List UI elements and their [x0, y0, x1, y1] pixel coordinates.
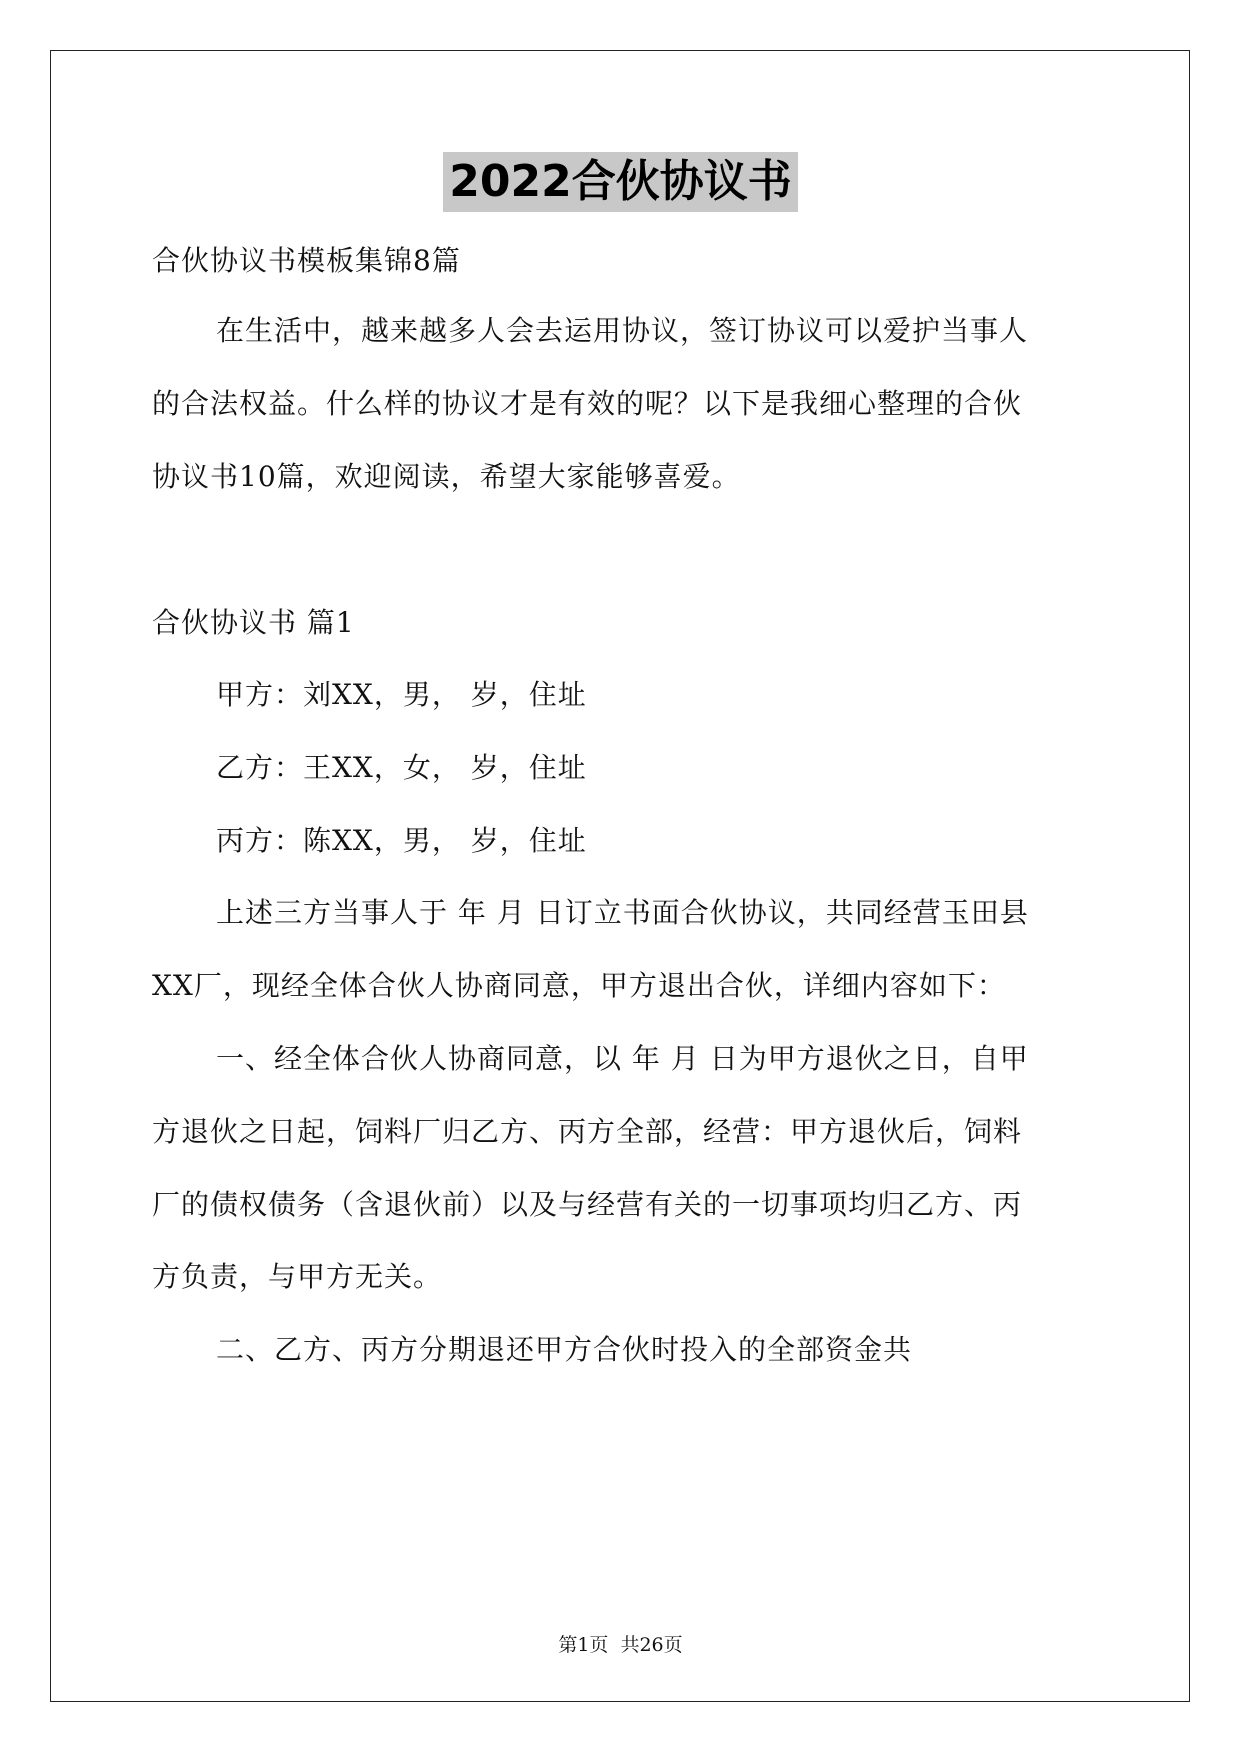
- total-pages: 共26页: [620, 1634, 683, 1656]
- body-line-1: 上述三方当事人于 年 月 日订立书面合伙协议，共同经营玉田县: [216, 896, 1029, 929]
- page-border: [50, 50, 1190, 1702]
- section-heading: 合伙协议书 篇1: [152, 606, 355, 639]
- document-subtitle: 合伙协议书模板集锦8篇: [152, 244, 461, 277]
- body-line-7: 二、乙方、丙方分期退还甲方合伙时投入的全部资金共: [216, 1333, 913, 1366]
- intro-line-1: 在生活中，越来越多人会去运用协议，签订协议可以爱护当事人: [216, 314, 1029, 347]
- document-title: 2022合伙协议书: [443, 152, 797, 212]
- intro-line-2: 的合法权益。什么样的协议才是有效的呢？以下是我细心整理的合伙: [152, 387, 1023, 420]
- body-line-3: 一、经全体合伙人协商同意，以 年 月 日为甲方退伙之日，自甲: [216, 1042, 1029, 1075]
- page-number: 第1页: [558, 1634, 609, 1656]
- body-line-5: 厂的债权债务（含退伙前）以及与经营有关的一切事项均归乙方、丙: [152, 1188, 1023, 1221]
- title-wrap: [0, 152, 1241, 212]
- body-line-4: 方退伙之日起，饲料厂归乙方、丙方全部，经营：甲方退伙后，饲料: [152, 1115, 1023, 1148]
- party-c: 丙方：陈XX，男， 岁，住址: [216, 824, 587, 857]
- page-footer: [0, 1632, 1241, 1658]
- party-a: 甲方：刘XX，男， 岁，住址: [216, 678, 587, 711]
- party-b: 乙方：王XX，女， 岁，住址: [216, 751, 587, 784]
- intro-line-3: 协议书10篇，欢迎阅读，希望大家能够喜爱。: [152, 460, 741, 493]
- body-line-2: XX厂，现经全体合伙人协商同意，甲方退出合伙，详细内容如下：: [152, 969, 1006, 1002]
- body-line-6: 方负责，与甲方无关。: [152, 1260, 443, 1293]
